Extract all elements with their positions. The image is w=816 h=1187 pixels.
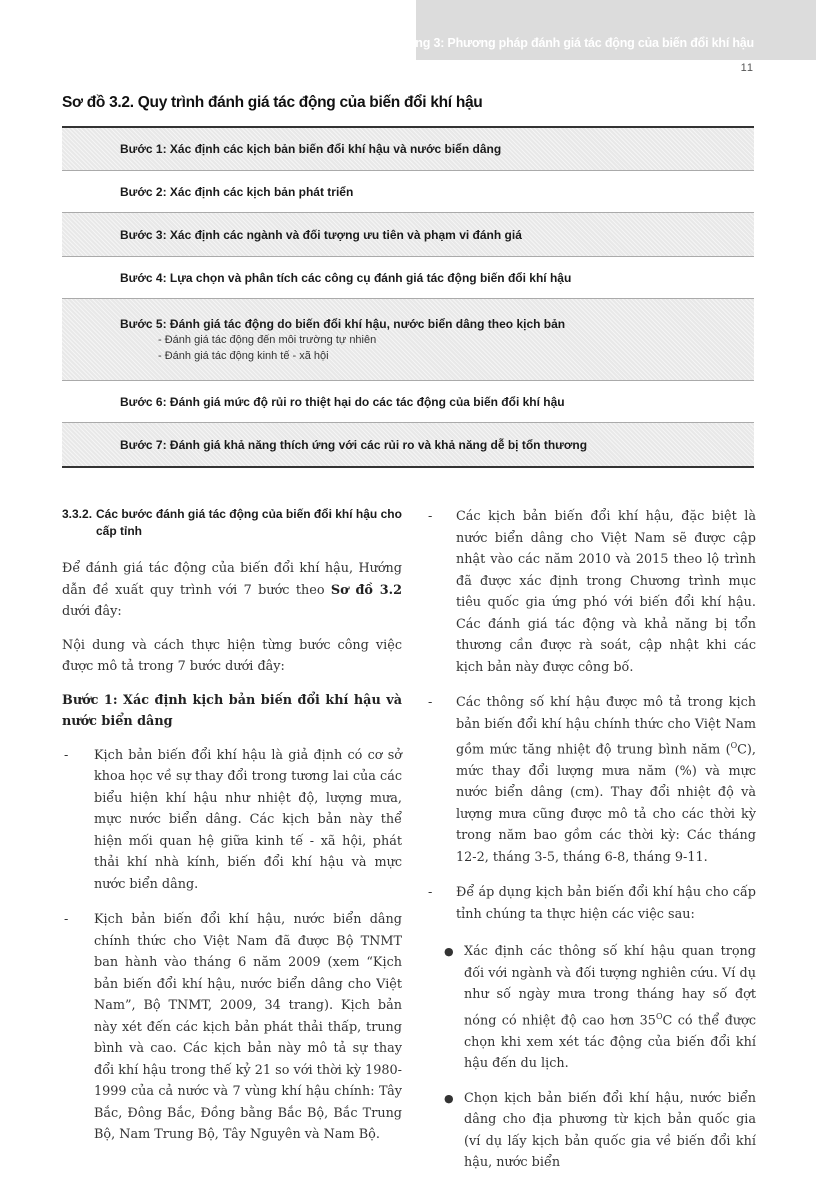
list-item <box>62 909 402 1146</box>
list-item-text: Kịch bản biến đổi khí hậu là giả định có cơ sở khoa học về sự thay đổi trong tương lai của các biểu hiện khí hậu như nhiệt độ, lượng mưa, mực nước biển dâng. Các kịch bản này thể hiện mối quan hệ giữa kinh tế - xã hội, phát thải khí nhà kính, biến đổi khí hậu và mực nước biển dâng. <box>94 747 402 892</box>
bullet-icon: ● <box>444 945 454 959</box>
intro-text: Để đánh giá tác động của biến đổi khí hậu, Hướng dẫn đề xuất quy trình với 7 bước theo <box>62 561 402 598</box>
diagram-step-3 <box>62 212 754 256</box>
bullet-text <box>464 941 756 1074</box>
step-label: Bước 1: Xác định các kịch bản biến đổi khí hậu và nước biển dâng <box>120 142 502 156</box>
dash-marker: - <box>428 695 433 710</box>
page-number: 11 <box>740 62 754 74</box>
list-item <box>426 692 756 868</box>
process-diagram <box>62 126 754 466</box>
step-label: Bước 5: Đánh giá tác động do biến đổi khí hậu, nước biển dâng theo kịch bản <box>120 316 566 331</box>
section-heading <box>62 506 402 540</box>
list-item <box>426 506 756 678</box>
diagram-step-2 <box>62 170 754 212</box>
intro-paragraph-2: Nội dung và cách thực hiện từng bước công việc được mô tả trong 7 bước dưới đây: <box>62 637 402 674</box>
intro-text-end: dưới đây: <box>62 604 122 619</box>
intro-paragraph <box>62 558 402 623</box>
step-label: Bước 4: Lựa chọn và phân tích các công cụ đánh giá tác động biến đổi khí hậu <box>120 270 572 285</box>
superscript: O <box>655 1011 663 1021</box>
diagram-reference: Sơ đồ 3.2 <box>330 582 402 598</box>
step-label: Bước 2: Xác định các kịch bản phát triển <box>120 184 354 199</box>
section-title: Các bước đánh giá tác động của biến đổi khí hậu cho cấp tỉnh <box>96 507 402 538</box>
section-number: 3.3.2. <box>62 507 93 521</box>
diagram-bottom-rule <box>62 466 754 468</box>
text-run: C có thể được chọn khi xem xét tác động của biến đổi khí hậu đến du lịch. <box>464 1013 756 1072</box>
diagram-step-5 <box>62 298 754 380</box>
superscript: O <box>730 741 738 750</box>
left-column <box>62 506 402 1160</box>
dash-marker: - <box>64 747 69 763</box>
header-band <box>416 0 816 60</box>
bullet-icon: ● <box>444 1091 454 1105</box>
text-run: C), mức thay đổi lượng mưa năm (%) và mực nước biển dâng (cm). Thay đổi nhiệt độ và lượng mưa cũng được mô tả cho các thời kỳ trong năm bao gồm các thời kỳ: Các tháng 12-2, tháng 3-5, tháng 6-8, tháng 9-11. <box>456 742 756 865</box>
diagram-step-4 <box>62 256 754 298</box>
step-label: Bước 3: Xác định các ngành và đối tượng ưu tiên và phạm vi đánh giá <box>120 227 522 242</box>
list-item-text: Để áp dụng kịch bản biến đổi khí hậu cho cấp tỉnh chúng ta thực hiện các việc sau: <box>456 885 756 922</box>
diagram-title: Sơ đồ 3.2. Quy trình đánh giá tác động của biến đổi khí hậu <box>62 94 483 111</box>
dash-marker: - <box>428 885 433 901</box>
diagram-step-7 <box>62 422 754 466</box>
right-column <box>426 506 756 1187</box>
bullet-text: Chọn kịch bản biến đổi khí hậu, nước biển dâng cho địa phương từ kịch bản quốc gia (ví dụ lấy kịch bản quốc gia về biến đổi khí hậu, nước biển <box>464 1090 756 1171</box>
list-item <box>426 882 756 925</box>
step-label: Bước 6: Đánh giá mức độ rủi ro thiệt hại do các tác động của biến đổi khí hậu <box>120 394 565 409</box>
list-item-text: Các kịch bản biến đổi khí hậu, đặc biệt là nước biển dâng cho Việt Nam sẽ được cập nhật vào các năm 2010 và 2015 theo lộ trình đã được xác định trong Chương trình mục tiêu quốc gia ứng phó với biến đổi khí hậu. Các đánh giá tác động và khả năng bị tổn thương cần được rà soát, cập nhật khi các kịch bản này được công bố. <box>456 509 756 675</box>
diagram-step-1 <box>62 128 754 170</box>
diagram-step-6 <box>62 380 754 422</box>
chapter-header: Chương 3: Phương pháp đánh giá tác động của biến đổi khí hậu <box>381 36 754 50</box>
dash-marker: - <box>428 509 433 524</box>
bullet-item <box>444 941 756 1074</box>
step1-heading: Bước 1: Xác định kịch bản biến đổi khí hậu và nước biển dâng <box>62 692 402 729</box>
list-item <box>62 745 402 896</box>
text-run: Các thông số khí hậu được mô tả trong kịch bản biến đổi khí hậu chính thức cho Việt Nam gồm mức tăng nhiệt độ trung bình năm ( <box>456 695 756 758</box>
bullet-item <box>444 1088 756 1174</box>
list-item-text <box>456 692 756 868</box>
list-item-text: Kịch bản biến đổi khí hậu, nước biển dâng chính thức cho Việt Nam đã được Bộ TNMT ban hành vào tháng 6 năm 2009 (xem “Kịch bản biến đổi khí hậu, nước biển dâng cho Việt Nam”, Bộ TNMT, 2009, 34 trang). Kịch bản này xét đến các kịch bản phát thải thấp, trung bình và cao. Các kịch bản này mô tả sự thay đổi khí hậu trong thế kỷ 21 so với thời kỳ 1980-1999 của cả nước và 7 vùng khí hậu chính: Tây Bắc, Đông Bắc, Đồng bằng Bắc Bộ, Bắc Trung Bộ, Nam Trung Bộ, Tây Nguyên và Nam Bộ. <box>94 912 402 1142</box>
step-sub-item: - Đánh giá tác động đến môi trường tự nhiên <box>158 333 377 346</box>
step-sub-item: - Đánh giá tác động kinh tế - xã hội <box>158 349 329 362</box>
step-label: Bước 7: Đánh giá khả năng thích ứng với các rủi ro và khả năng dễ bị tổn thương <box>120 437 588 452</box>
text-run: Xác định các thông số khí hậu quan trọng đối với ngành và đối tượng nghiên cứu. Ví dụ như số ngày mưa trong tháng hay số đợt nóng có nhiệt độ cao hơn 35 <box>464 944 756 1029</box>
dash-marker: - <box>64 912 69 927</box>
